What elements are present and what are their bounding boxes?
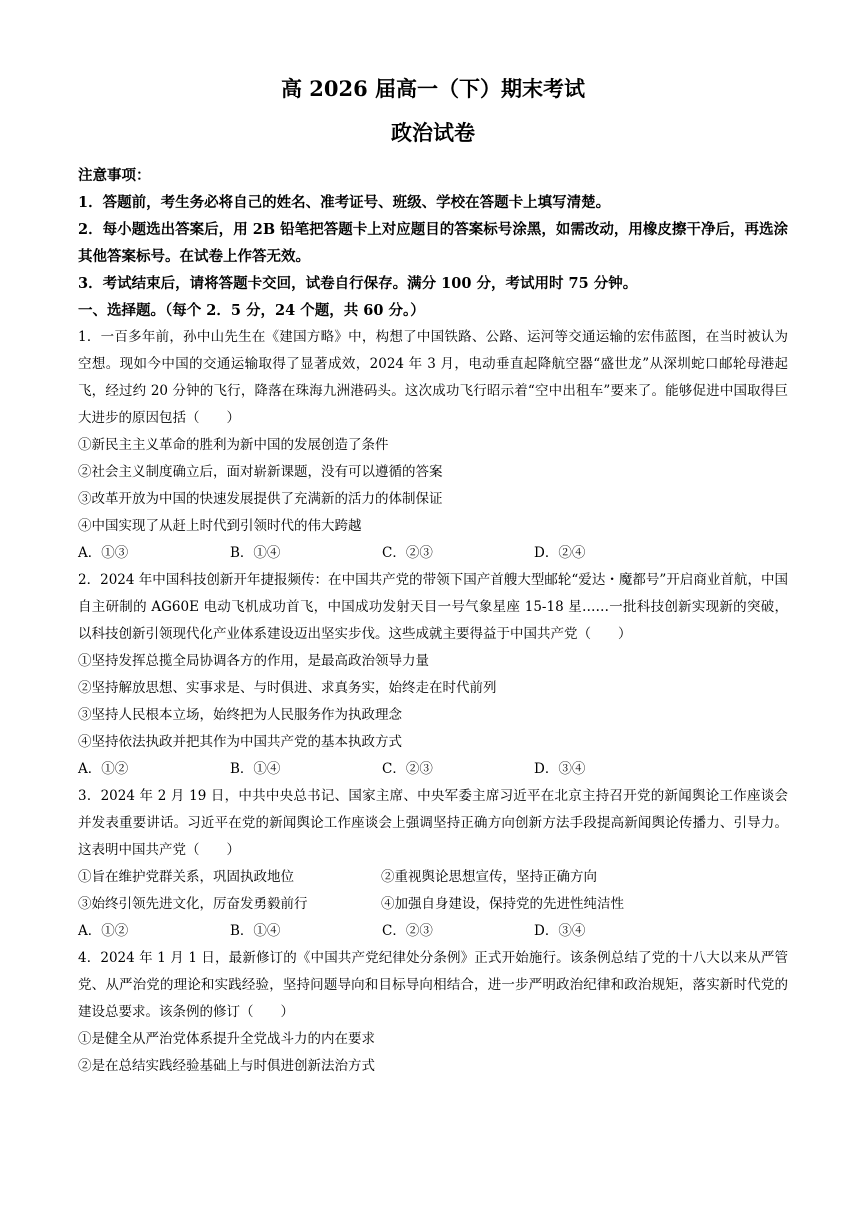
statement-option: ④加强自身建设，保持党的先进性纯洁性 xyxy=(381,896,624,912)
statement-option: ④中国实现了从赶上时代到引领时代的伟大跨越 xyxy=(78,518,362,534)
statement-option: ③坚持人民根本立场，始终把为人民服务作为执政理念 xyxy=(78,707,402,723)
question-3 xyxy=(78,783,788,945)
question-stem: 3．2024 年 2 月 19 日，中共中央总书记、国家主席、中央军委主席习近平在北京主持召开党的新闻舆论工作座谈会并发表重要讲话。习近平在党的新闻舆论工作座谈会上强调坚持正确方向创新方法手段提高新闻舆论传播力、引导力。这表明中国共产党（ ） xyxy=(78,788,788,858)
statement-option: ①是健全从严治党体系提升全党战斗力的内在要求 xyxy=(78,1031,375,1047)
choice-d: D．②④ xyxy=(534,545,586,561)
statement-option: ①新民主主义革命的胜利为新中国的发展创造了条件 xyxy=(78,437,389,453)
question-stem: 4．2024 年 1 月 1 日，最新修订的《中国共产党纪律处分条例》正式开始施行。该条例总结了党的十八大以来从严管党、从严治党的理论和实践经验，坚持问题导向和目标导向相结合，进一步严明政治纪律和政治规矩，落实新时代党的建设总要求。该条例的修订（ ） xyxy=(78,950,788,1020)
choice-a: A．①③ xyxy=(78,545,129,561)
statement-option: ①旨在维护党群关系，巩固执政地位 xyxy=(78,869,294,885)
statement-option: ③改革开放为中国的快速发展提供了充满新的活力的体制保证 xyxy=(78,491,443,507)
choice-c: C．②③ xyxy=(382,923,433,939)
choice-b: B．①④ xyxy=(230,545,281,561)
exam-subtitle: 政治试卷 xyxy=(391,120,475,145)
choice-a: A．①② xyxy=(78,923,129,939)
question-stem: 2．2024 年中国科技创新开年捷报频传：在中国共产党的带领下国产首艘大型邮轮“爱达・魔都号”开启商业首航，中国自主研制的 AG60E 电动飞机成功首飞，中国成功发射天目一号气象星座 15-18 星……一批科技创新实现新的突破，以科技创新引领现代化产业体系建设迈出坚实步伐。这些成就主要得益于中国共产党（ ） xyxy=(78,572,788,642)
statement-option: ②重视舆论思想宣传，坚持正确方向 xyxy=(381,869,597,885)
statement-option: ①坚持发挥总揽全局协调各方的作用，是最高政治领导力量 xyxy=(78,653,429,669)
choice-c: C．②③ xyxy=(382,761,433,777)
statement-option: ③始终引领先进文化，厉奋发勇毅前行 xyxy=(78,896,308,912)
choice-d: D．③④ xyxy=(534,923,586,939)
notice-item: 1．答题前，考生务必将自己的姓名、准考证号、班级、学校在答题卡上填写清楚。 xyxy=(78,194,611,211)
option-row xyxy=(78,864,788,891)
exam-page xyxy=(78,72,788,1080)
statement-option: ②坚持解放思想、实事求是、与时俱进、求真务实，始终走在时代前列 xyxy=(78,680,497,696)
question-1 xyxy=(78,324,788,567)
choice-c: C．②③ xyxy=(382,545,433,561)
choice-d: D．③④ xyxy=(534,761,586,777)
question-stem: 1．一百多年前，孙中山先生在《建国方略》中，构想了中国铁路、公路、运河等交通运输的宏伟蓝图，在当时被认为空想。现如今中国的交通运输取得了显著成效，2024 年 3 月，电动垂直起降航空器“盛世龙”从深圳蛇口邮轮母港起飞，经过约 20 分钟的飞行，降落在珠海九洲港码头。这次成功飞行昭示着“空中出租车”要来了。能够促进中国取得巨大进步的原因包括（ ） xyxy=(78,329,788,426)
choice-b: B．①④ xyxy=(230,923,281,939)
notice-item: 3．考试结束后，请将答题卡交回，试卷自行保存。满分 100 分，考试用时 75 分钟。 xyxy=(78,275,638,292)
answer-choices xyxy=(78,756,788,783)
answer-choices xyxy=(78,540,788,567)
answer-choices xyxy=(78,918,788,945)
notice-heading: 注意事项： xyxy=(78,167,151,184)
statement-option: ②是在总结实践经验基础上与时俱进创新法治方式 xyxy=(78,1058,375,1074)
notice-item: 2．每小题选出答案后，用 2B 铅笔把答题卡上对应题目的答案标号涂黑，如需改动，用橡皮擦干净后，再选涂其他答案标号。在试卷上作答无效。 xyxy=(78,221,788,265)
option-row xyxy=(78,891,788,918)
choice-a: A．①② xyxy=(78,761,129,777)
question-4 xyxy=(78,945,788,1080)
choice-b: B．①④ xyxy=(230,761,281,777)
section-heading: 一、选择题。（每个 2．5 分，24 个题，共 60 分。） xyxy=(78,302,425,319)
statement-option: ④坚持依法执政并把其作为中国共产党的基本执政方式 xyxy=(78,734,402,750)
exam-title: 高 2026 届高一（下）期末考试 xyxy=(280,76,586,101)
statement-option: ②社会主义制度确立后，面对崭新课题，没有可以遵循的答案 xyxy=(78,464,443,480)
question-2 xyxy=(78,567,788,783)
